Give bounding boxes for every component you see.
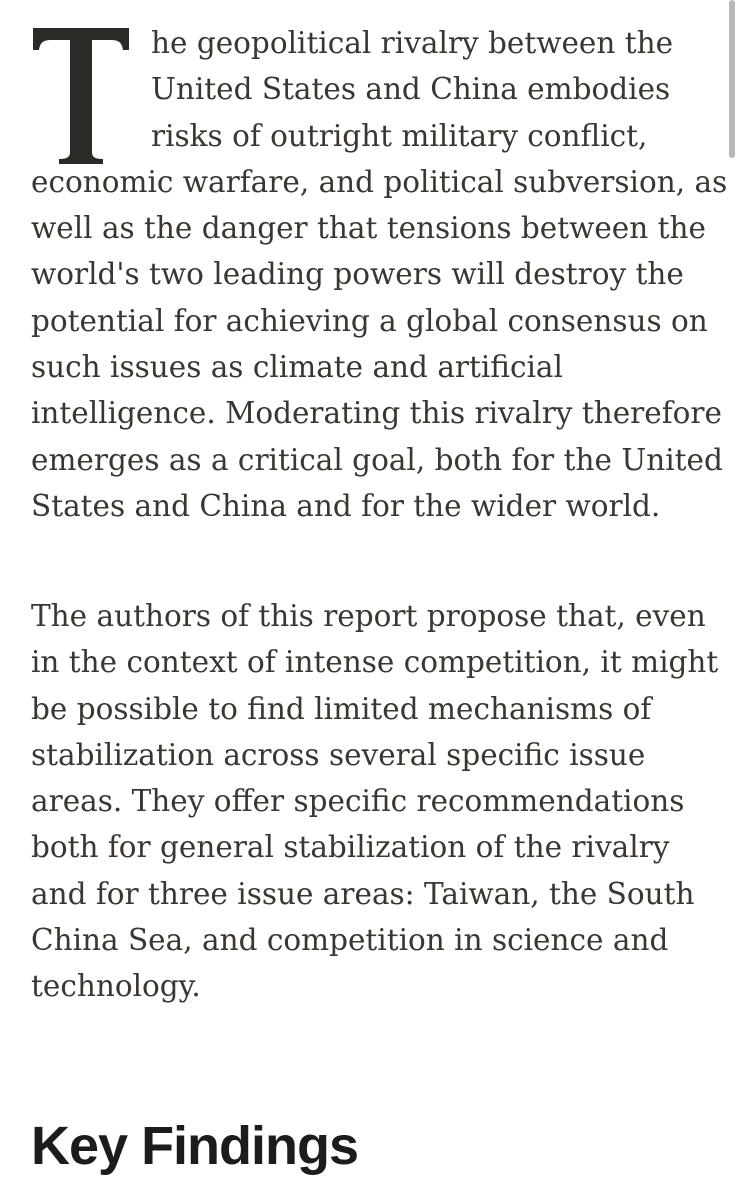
paragraph-line: world's two leading powers will destroy the: [31, 257, 684, 292]
paragraph-line: emerges as a critical goal, both for the United: [31, 442, 723, 477]
paragraph-line: The authors of this report propose that, even: [31, 599, 706, 633]
paragraph-line: areas. They offer specific recommendations: [31, 784, 685, 819]
article-body: [31, 20, 728, 1004]
second-paragraph: [31, 593, 718, 1010]
paragraph-line: in the context of intense competition, it might: [31, 645, 719, 680]
paragraph-line: well as the danger that tensions between the: [31, 211, 706, 246]
key-findings-heading: Key Findings: [31, 1116, 359, 1176]
paragraph-line: intelligence. Moderating this rivalry therefore: [31, 396, 722, 431]
paragraph-line: United States and China embodies: [151, 72, 671, 107]
paragraph-line: and for three issue areas: Taiwan, the South: [31, 876, 695, 911]
paragraph-line: stabilization across several specific issue: [31, 737, 646, 772]
paragraph-line: such issues as climate and artificial: [31, 350, 563, 385]
scrollbar-thumb[interactable]: [729, 0, 735, 158]
paragraph-line: technology.: [31, 969, 201, 1004]
paragraph-line: States and China and for the wider world.: [31, 488, 661, 523]
paragraph-line: both for general stabilization of the rivalry: [31, 830, 670, 865]
paragraph-line: economic warfare, and political subversion, as: [31, 164, 728, 199]
paragraph-line: potential for achieving a global consensus on: [31, 303, 708, 338]
paragraph-line: he geopolitical rivalry between the: [151, 26, 674, 60]
paragraph-line: risks of outright military conflict,: [151, 118, 648, 153]
paragraph-line: be possible to find limited mechanisms of: [31, 691, 652, 726]
drop-cap-glyph: [33, 28, 129, 164]
paragraph-line: China Sea, and competition in science and: [31, 923, 669, 958]
drop-cap: [33, 28, 129, 164]
intro-paragraph: [31, 20, 728, 529]
